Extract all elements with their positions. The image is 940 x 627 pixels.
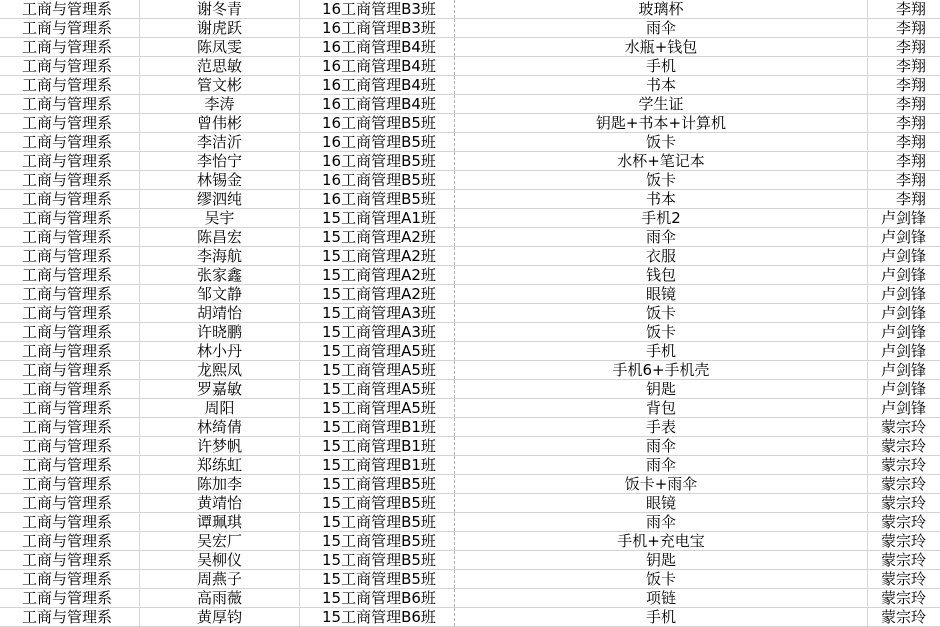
handler-cell[interactable]: 李翔	[895, 152, 926, 170]
class-cell[interactable]: 16工商管理B5班	[300, 171, 455, 189]
handler-cell[interactable]: 蒙宗玲	[880, 589, 926, 607]
handler-cell[interactable]: 卢剑锋	[880, 209, 926, 227]
class-cell[interactable]: 15工商管理B6班	[300, 589, 455, 607]
class-cell[interactable]: 16工商管理B4班	[300, 95, 455, 113]
lost-item-cell[interactable]: 手表	[455, 418, 868, 436]
department-cell[interactable]: 工商与管理系	[0, 0, 140, 18]
handler-cell[interactable]: 蒙宗玲	[880, 494, 926, 512]
lost-item-cell[interactable]: 雨伞	[455, 19, 868, 37]
department-cell[interactable]: 工商与管理系	[0, 456, 140, 474]
lost-item-cell[interactable]: 雨伞	[455, 513, 868, 531]
class-cell[interactable]: 15工商管理B6班	[300, 608, 455, 626]
department-cell[interactable]: 工商与管理系	[0, 152, 140, 170]
lost-item-cell[interactable]: 饭卡	[455, 570, 868, 588]
department-cell[interactable]: 工商与管理系	[0, 380, 140, 398]
department-cell[interactable]: 工商与管理系	[0, 399, 140, 417]
class-cell[interactable]: 16工商管理B3班	[300, 0, 455, 18]
handler-cell[interactable]: 蒙宗玲	[880, 532, 926, 550]
class-cell[interactable]: 16工商管理B5班	[300, 114, 455, 132]
handler-cell[interactable]: 李翔	[895, 114, 926, 132]
class-cell[interactable]: 15工商管理B5班	[300, 513, 455, 531]
student-name-cell[interactable]: 黄厚钧	[140, 608, 300, 626]
lost-item-cell[interactable]: 书本	[455, 190, 868, 208]
table-row	[0, 608, 940, 627]
handler-cell[interactable]: 卢剑锋	[880, 323, 926, 341]
class-cell[interactable]: 15工商管理A5班	[300, 342, 455, 360]
student-name-cell[interactable]: 吴宏厂	[140, 532, 300, 550]
student-name-cell[interactable]: 龙熙凤	[140, 361, 300, 379]
table-row	[0, 304, 940, 323]
table-row	[0, 38, 940, 57]
class-cell[interactable]: 15工商管理B1班	[300, 456, 455, 474]
department-cell[interactable]: 工商与管理系	[0, 38, 140, 56]
table-row	[0, 285, 940, 304]
handler-cell[interactable]: 蒙宗玲	[880, 437, 926, 455]
handler-cell[interactable]: 卢剑锋	[880, 285, 926, 303]
class-cell[interactable]: 15工商管理B5班	[300, 570, 455, 588]
department-cell[interactable]: 工商与管理系	[0, 589, 140, 607]
handler-cell[interactable]: 蒙宗玲	[880, 475, 926, 493]
table-row	[0, 133, 940, 152]
lost-item-cell[interactable]: 玻璃杯	[455, 0, 868, 18]
department-cell[interactable]: 工商与管理系	[0, 57, 140, 75]
student-name-cell[interactable]: 林小丹	[140, 342, 300, 360]
department-cell[interactable]: 工商与管理系	[0, 475, 140, 493]
handler-cell[interactable]: 蒙宗玲	[880, 513, 926, 531]
handler-cell[interactable]: 李翔	[895, 76, 926, 94]
handler-cell[interactable]: 李翔	[895, 19, 926, 37]
department-cell[interactable]: 工商与管理系	[0, 551, 140, 569]
lost-item-cell[interactable]: 钱包	[455, 266, 868, 284]
department-cell[interactable]: 工商与管理系	[0, 247, 140, 265]
student-name-cell[interactable]: 郑练虹	[140, 456, 300, 474]
student-name-cell[interactable]: 胡靖怡	[140, 304, 300, 322]
lost-item-cell[interactable]: 手机	[455, 342, 868, 360]
student-name-cell[interactable]: 曾伟彬	[140, 114, 300, 132]
lost-item-cell[interactable]: 书本	[455, 76, 868, 94]
lost-item-cell[interactable]: 饭卡	[455, 323, 868, 341]
lost-item-cell[interactable]: 雨伞	[455, 228, 868, 246]
student-name-cell[interactable]: 许梦帆	[140, 437, 300, 455]
department-cell[interactable]: 工商与管理系	[0, 342, 140, 360]
class-cell[interactable]: 15工商管理A2班	[300, 228, 455, 246]
handler-cell[interactable]: 卢剑锋	[880, 399, 926, 417]
department-cell[interactable]: 工商与管理系	[0, 266, 140, 284]
student-name-cell[interactable]: 周阳	[140, 399, 300, 417]
student-name-cell[interactable]: 谢虎跃	[140, 19, 300, 37]
table-row	[0, 456, 940, 475]
table-row	[0, 152, 940, 171]
student-name-cell[interactable]: 罗嘉敏	[140, 380, 300, 398]
handler-cell[interactable]: 卢剑锋	[880, 228, 926, 246]
department-cell[interactable]: 工商与管理系	[0, 114, 140, 132]
student-name-cell[interactable]: 谢冬青	[140, 0, 300, 18]
handler-cell[interactable]: 卢剑锋	[880, 247, 926, 265]
class-cell[interactable]: 15工商管理A3班	[300, 304, 455, 322]
student-name-cell[interactable]: 陈凤雯	[140, 38, 300, 56]
table-row	[0, 228, 940, 247]
handler-cell[interactable]: 蒙宗玲	[880, 418, 926, 436]
handler-cell[interactable]: 李翔	[895, 190, 926, 208]
lost-item-cell[interactable]: 眼镜	[455, 494, 868, 512]
table-row	[0, 19, 940, 38]
class-cell[interactable]: 16工商管理B5班	[300, 133, 455, 151]
lost-item-cell[interactable]: 手机	[455, 608, 868, 626]
table-row	[0, 342, 940, 361]
handler-cell[interactable]: 蒙宗玲	[880, 608, 926, 626]
class-cell[interactable]: 16工商管理B4班	[300, 57, 455, 75]
student-name-cell[interactable]: 吴宇	[140, 209, 300, 227]
table-row	[0, 589, 940, 608]
lost-item-cell[interactable]: 项链	[455, 589, 868, 607]
table-row	[0, 380, 940, 399]
student-name-cell[interactable]: 黄靖怡	[140, 494, 300, 512]
department-cell[interactable]: 工商与管理系	[0, 304, 140, 322]
student-name-cell[interactable]: 李海航	[140, 247, 300, 265]
department-cell[interactable]: 工商与管理系	[0, 19, 140, 37]
lost-item-cell[interactable]: 手机	[455, 57, 868, 75]
lost-item-cell[interactable]: 手机+充电宝	[455, 532, 868, 550]
lost-item-cell[interactable]: 饭卡	[455, 171, 868, 189]
handler-cell[interactable]: 卢剑锋	[880, 361, 926, 379]
department-cell[interactable]: 工商与管理系	[0, 209, 140, 227]
department-cell[interactable]: 工商与管理系	[0, 570, 140, 588]
handler-cell[interactable]: 李翔	[895, 133, 926, 151]
class-cell[interactable]: 15工商管理B1班	[300, 418, 455, 436]
table-row	[0, 418, 940, 437]
student-name-cell[interactable]: 周燕子	[140, 570, 300, 588]
department-cell[interactable]: 工商与管理系	[0, 437, 140, 455]
department-cell[interactable]: 工商与管理系	[0, 228, 140, 246]
department-cell[interactable]: 工商与管理系	[0, 323, 140, 341]
handler-cell[interactable]: 蒙宗玲	[880, 551, 926, 569]
handler-cell[interactable]: 蒙宗玲	[880, 456, 926, 474]
student-name-cell[interactable]: 张家鑫	[140, 266, 300, 284]
handler-cell[interactable]: 蒙宗玲	[880, 570, 926, 588]
lost-item-cell[interactable]: 雨伞	[455, 456, 868, 474]
student-name-cell[interactable]: 缪泗纯	[140, 190, 300, 208]
table-row	[0, 114, 940, 133]
class-cell[interactable]: 15工商管理B5班	[300, 551, 455, 569]
table-row	[0, 437, 940, 456]
student-name-cell[interactable]: 谭珮琪	[140, 513, 300, 531]
student-name-cell[interactable]: 范思敏	[140, 57, 300, 75]
class-cell[interactable]: 15工商管理A2班	[300, 285, 455, 303]
lost-item-cell[interactable]: 学生证	[455, 95, 868, 113]
handler-cell[interactable]: 李翔	[895, 57, 926, 75]
table-row	[0, 209, 940, 228]
table-row	[0, 570, 940, 589]
class-cell[interactable]: 15工商管理A5班	[300, 380, 455, 398]
table-row	[0, 494, 940, 513]
class-cell[interactable]: 15工商管理A5班	[300, 399, 455, 417]
table-row	[0, 190, 940, 209]
class-cell[interactable]: 15工商管理A2班	[300, 247, 455, 265]
handler-cell[interactable]: 卢剑锋	[880, 304, 926, 322]
class-cell[interactable]: 15工商管理A5班	[300, 361, 455, 379]
table-row	[0, 323, 940, 342]
department-cell[interactable]: 工商与管理系	[0, 532, 140, 550]
lost-item-cell[interactable]: 饭卡	[455, 304, 868, 322]
department-cell[interactable]: 工商与管理系	[0, 285, 140, 303]
table-row	[0, 266, 940, 285]
handler-cell[interactable]: 卢剑锋	[880, 342, 926, 360]
department-cell[interactable]: 工商与管理系	[0, 76, 140, 94]
department-cell[interactable]: 工商与管理系	[0, 513, 140, 531]
table-row	[0, 171, 940, 190]
lost-item-cell[interactable]: 背包	[455, 399, 868, 417]
table-row	[0, 361, 940, 380]
table-row	[0, 551, 940, 570]
lost-item-cell[interactable]: 水瓶+钱包	[455, 38, 868, 56]
class-cell[interactable]: 16工商管理B5班	[300, 190, 455, 208]
lost-item-cell[interactable]: 水杯+笔记本	[455, 152, 868, 170]
student-name-cell[interactable]: 许晓鹏	[140, 323, 300, 341]
class-cell[interactable]: 15工商管理B5班	[300, 494, 455, 512]
department-cell[interactable]: 工商与管理系	[0, 95, 140, 113]
class-cell[interactable]: 16工商管理B4班	[300, 38, 455, 56]
lost-item-cell[interactable]: 眼镜	[455, 285, 868, 303]
department-cell[interactable]: 工商与管理系	[0, 361, 140, 379]
student-name-cell[interactable]: 吴柳仪	[140, 551, 300, 569]
lost-item-cell[interactable]: 钥匙	[455, 551, 868, 569]
handler-cell[interactable]: 李翔	[895, 171, 926, 189]
class-cell[interactable]: 15工商管理A3班	[300, 323, 455, 341]
lost-item-cell[interactable]: 手机6+手机壳	[455, 361, 868, 379]
department-cell[interactable]: 工商与管理系	[0, 190, 140, 208]
student-name-cell[interactable]: 李涛	[140, 95, 300, 113]
student-name-cell[interactable]: 林绮倩	[140, 418, 300, 436]
student-name-cell[interactable]: 高雨薇	[140, 589, 300, 607]
lost-item-cell[interactable]: 衣服	[455, 247, 868, 265]
student-name-cell[interactable]: 邹文静	[140, 285, 300, 303]
student-name-cell[interactable]: 李怡宁	[140, 152, 300, 170]
lost-item-cell[interactable]: 钥匙+书本+计算机	[455, 114, 868, 132]
class-cell[interactable]: 15工商管理A1班	[300, 209, 455, 227]
table-row	[0, 475, 940, 494]
table-row	[0, 513, 940, 532]
department-cell[interactable]: 工商与管理系	[0, 494, 140, 512]
student-name-cell[interactable]: 林锡金	[140, 171, 300, 189]
lost-item-cell[interactable]: 雨伞	[455, 437, 868, 455]
handler-cell[interactable]: 李翔	[895, 38, 926, 56]
class-cell[interactable]: 15工商管理B5班	[300, 475, 455, 493]
department-cell[interactable]: 工商与管理系	[0, 608, 140, 626]
student-name-cell[interactable]: 陈加李	[140, 475, 300, 493]
table-row	[0, 532, 940, 551]
class-cell[interactable]: 16工商管理B5班	[300, 152, 455, 170]
student-name-cell[interactable]: 陈昌宏	[140, 228, 300, 246]
department-cell[interactable]: 工商与管理系	[0, 133, 140, 151]
class-cell[interactable]: 16工商管理B3班	[300, 19, 455, 37]
table-row	[0, 76, 940, 95]
class-cell[interactable]: 16工商管理B4班	[300, 76, 455, 94]
lost-item-cell[interactable]: 钥匙	[455, 380, 868, 398]
class-cell[interactable]: 15工商管理B1班	[300, 437, 455, 455]
table-row	[0, 95, 940, 114]
handler-cell[interactable]: 卢剑锋	[880, 380, 926, 398]
class-cell[interactable]: 15工商管理B5班	[300, 532, 455, 550]
handler-cell[interactable]: 李翔	[895, 0, 926, 18]
table-row	[0, 247, 940, 266]
table-row	[0, 0, 940, 19]
table-row	[0, 57, 940, 76]
handler-cell[interactable]: 卢剑锋	[880, 266, 926, 284]
class-cell[interactable]: 15工商管理A2班	[300, 266, 455, 284]
student-name-cell[interactable]: 李洁沂	[140, 133, 300, 151]
table-row	[0, 399, 940, 418]
student-name-cell[interactable]: 管文彬	[140, 76, 300, 94]
lost-item-cell[interactable]: 饭卡+雨伞	[455, 475, 868, 493]
lost-item-cell[interactable]: 饭卡	[455, 133, 868, 151]
department-cell[interactable]: 工商与管理系	[0, 171, 140, 189]
handler-cell[interactable]: 李翔	[895, 95, 926, 113]
lost-item-cell[interactable]: 手机2	[455, 209, 868, 227]
department-cell[interactable]: 工商与管理系	[0, 418, 140, 436]
